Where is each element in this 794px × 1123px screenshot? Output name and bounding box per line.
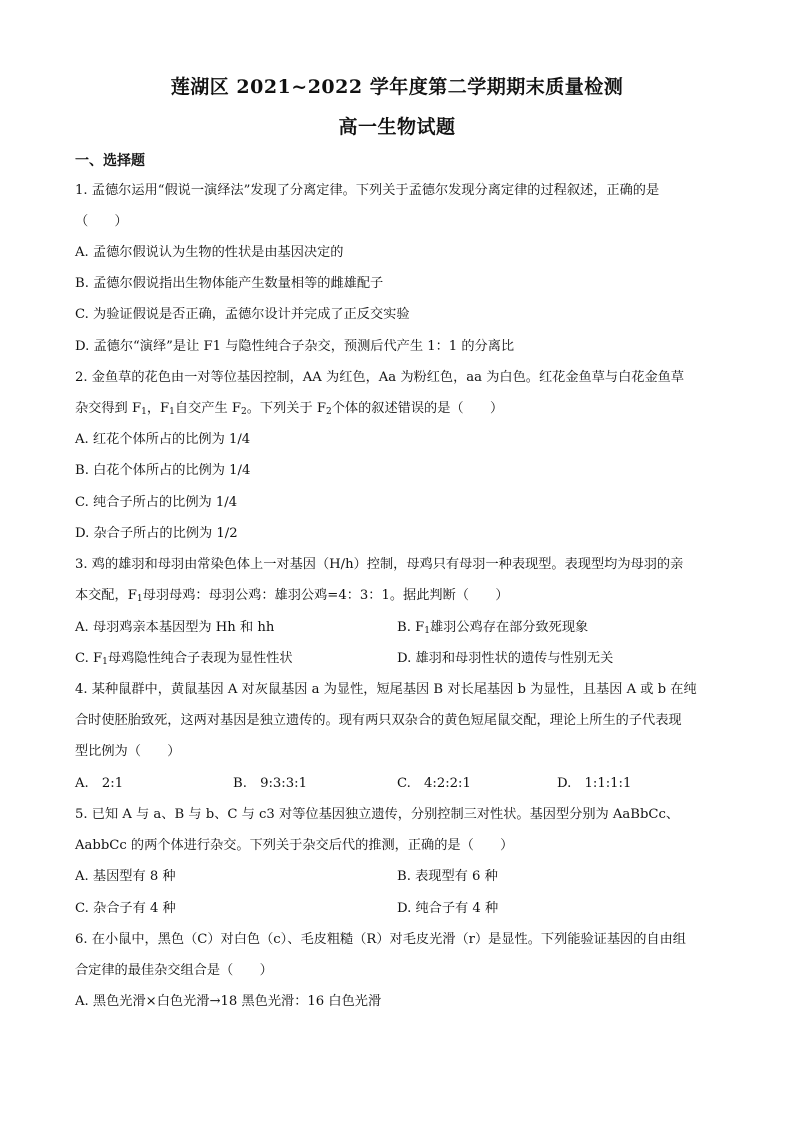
subscript: 1 — [141, 407, 147, 417]
subscript: 1 — [169, 407, 175, 417]
q3-stem-cont — [75, 587, 732, 608]
q3-b-text: B. F — [397, 620, 425, 635]
section-heading: 一、选择题 — [75, 153, 145, 169]
q2-text: 自交产生 F — [174, 401, 241, 416]
q3-option-b — [397, 619, 588, 640]
q3-text: 本交配，F — [75, 588, 137, 603]
q4-stem-cont: 合时使胚胎致死，这两对基因是独立遗传的。现有两只双杂合的黄色短尾鼠交配，理论上所生的子代表现 — [75, 713, 682, 728]
q2-stem-cont — [75, 400, 732, 421]
q5-option-c: C. 杂合子有 4 种 — [75, 901, 176, 916]
q2-text: 杂交得到 F — [75, 401, 142, 416]
q2-text: ，F — [146, 401, 170, 416]
q5-stem: 5. 已知 A 与 a、B 与 b、C 与 c3 对等位基因独立遗传，分别控制三对性状。基因型分别为 AaBbCc、 — [75, 807, 680, 822]
q4-option-b: B. 9:3:3:1 — [233, 776, 307, 791]
q3-option-c — [75, 650, 293, 671]
q4-stem-cont2: 型比例为（ ） — [75, 744, 181, 759]
q2-option-a: A. 红花个体所占的比例为 1/4 — [75, 432, 251, 447]
q1-option-a: A. 孟德尔假说认为生物的性状是由基因决定的 — [75, 245, 344, 260]
q2-option-c: C. 纯合子所占的比例为 1/4 — [75, 495, 238, 510]
q5-option-a: A. 基因型有 8 种 — [75, 869, 176, 884]
q4-option-a: A. 2:1 — [75, 776, 124, 791]
q6-stem: 6. 在小鼠中，黑色（C）对白色（c）、毛皮粗糙（R）对毛皮光滑（r）是显性。下列能验证基因的自由组 — [75, 932, 686, 947]
q1-option-c: C. 为验证假说是否正确，孟德尔设计并完成了正反交实验 — [75, 307, 410, 322]
q2-option-d: D. 杂合子所占的比例为 1/2 — [75, 526, 238, 541]
q5-option-b: B. 表现型有 6 种 — [397, 869, 498, 884]
q3-option-d: D. 雄羽和母羽性状的遗传与性别无关 — [397, 651, 614, 666]
q3-option-a: A. 母羽鸡亲本基因型为 Hh 和 hh — [75, 620, 275, 635]
page-title: 莲湖区 2021~2022 学年度第二学期期末质量检测 — [170, 76, 624, 98]
q2-option-b: B. 白花个体所占的比例为 1/4 — [75, 463, 251, 478]
q5-option-d: D. 纯合子有 4 种 — [397, 901, 499, 916]
q1-stem: 1. 孟德尔运用“假说一演绎法”发现了分离定律。下列关于孟德尔发现分离定律的过程叙述，正确的是 — [75, 183, 660, 198]
subscript: 1 — [424, 626, 430, 636]
q4-stem: 4. 某种鼠群中，黄鼠基因 A 对灰鼠基因 a 为显性，短尾基因 B 对长尾基因 b 为显性，且基因 A 或 b 在纯 — [75, 682, 697, 697]
q5-stem-cont: AabbCc 的两个体进行杂交。下列关于杂交后代的推测，正确的是（ ） — [75, 838, 514, 853]
q1-stem-cont: （ ） — [75, 214, 128, 229]
q3-text: 母羽母鸡：母羽公鸡：雄羽公鸡=4：3：1。据此判断（ ） — [142, 588, 509, 603]
q1-option-b: B. 孟德尔假说指出生物体能产生数量相等的雌雄配子 — [75, 276, 384, 291]
q2-stem: 2. 金鱼草的花色由一对等位基因控制，AA 为红色，Aa 为粉红色，aa 为白色。红花金鱼草与白花金鱼草 — [75, 370, 685, 385]
q3-b-text: 雄羽公鸡存在部分致死现象 — [429, 620, 589, 635]
subscript: 2 — [326, 407, 332, 417]
q2-text: 个体的叙述错误的是（ ） — [331, 401, 504, 416]
q6-stem-cont: 合定律的最佳杂交组合是（ ） — [75, 963, 273, 978]
q3-c-text: 母鸡隐性纯合子表现为显性性状 — [107, 651, 293, 666]
q4-option-d: D. 1:1:1:1 — [557, 776, 632, 791]
q6-option-a: A. 黑色光滑×白色光滑→18 黑色光滑：16 白色光滑 — [75, 994, 382, 1009]
subscript: 2 — [241, 407, 247, 417]
page-subtitle: 高一生物试题 — [338, 116, 456, 138]
q3-c-text: C. F — [75, 651, 103, 666]
q4-option-c: C. 4:2:2:1 — [397, 776, 471, 791]
subscript: 1 — [136, 594, 143, 604]
q3-stem: 3. 鸡的雄羽和母羽由常染色体上一对基因（H/h）控制，母鸡只有母羽一种表现型。表现型均为母羽的亲 — [75, 557, 684, 572]
q1-option-d: D. 孟德尔“演绎”是让 F1 与隐性纯合子杂交，预测后代产生 1：1 的分离比 — [75, 339, 515, 354]
subscript: 1 — [102, 657, 108, 667]
q2-text: 。下列关于 F — [246, 401, 327, 416]
